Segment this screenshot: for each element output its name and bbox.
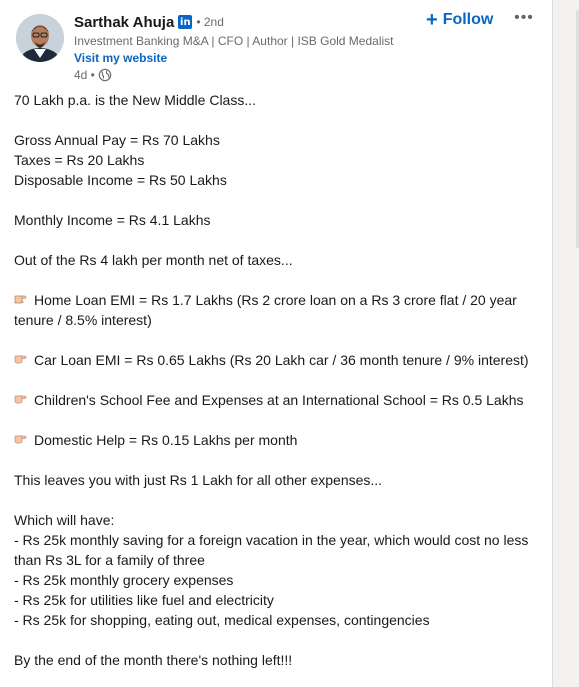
actor-info — [74, 12, 394, 83]
post-line: than Rs 3L for a family of three — [14, 552, 205, 568]
author-headline: Investment Banking M&A | CFO | Author | ISB Gold Medalist — [74, 34, 394, 48]
post-body — [14, 90, 534, 670]
post-line: This leaves you with just Rs 1 Lakh for all other expenses... — [14, 472, 383, 488]
post-line: Disposable Income = Rs 50 Lakhs — [14, 172, 227, 188]
post-line: Taxes = Rs 20 Lakhs — [14, 152, 145, 168]
post-line: - Rs 25k for utilities like fuel and electricity — [14, 592, 274, 608]
post-line — [14, 430, 534, 450]
avatar[interactable] — [16, 14, 64, 62]
post-line-text: Domestic Help = Rs 0.15 Lakhs per month — [34, 432, 298, 448]
follow-label: Follow — [442, 11, 494, 28]
post-line: 70 Lakh p.a. is the New Middle Class... — [14, 92, 257, 108]
post-line: Monthly Income = Rs 4.1 Lakhs — [14, 212, 211, 228]
pointing-hand-icon — [14, 290, 34, 310]
ellipsis-icon[interactable]: ••• — [514, 9, 534, 26]
post-line — [14, 350, 534, 370]
post-line: - Rs 25k for shopping, eating out, medical expenses, contingencies — [14, 612, 430, 628]
post-time: 4d • — [74, 68, 95, 82]
connection-degree: • 2nd — [196, 15, 224, 29]
avatar-image — [16, 14, 64, 62]
post-line-text: Children's School Fee and Expenses at an International School = Rs 0.5 Lakhs — [34, 392, 524, 408]
post-line — [14, 290, 534, 310]
pointing-hand-icon — [14, 430, 34, 450]
post-line: Gross Annual Pay = Rs 70 Lakhs — [14, 132, 220, 148]
follow-button[interactable] — [426, 10, 493, 30]
post-line: By the end of the month there's nothing left!!! — [14, 652, 293, 668]
post-line: tenure / 8.5% interest) — [14, 312, 152, 328]
name-line — [74, 12, 394, 32]
post-line: - Rs 25k monthly grocery expenses — [14, 572, 234, 588]
post-line — [14, 390, 534, 410]
visit-website-link[interactable]: Visit my website — [74, 51, 168, 65]
post-meta — [74, 67, 394, 83]
pointing-hand-icon — [14, 390, 34, 410]
plus-icon: + — [426, 9, 438, 31]
post-line: Out of the Rs 4 lakh per month net of taxes... — [14, 252, 293, 268]
post-line-text: Home Loan EMI = Rs 1.7 Lakhs (Rs 2 crore loan on a Rs 3 crore flat / 20 year — [34, 292, 517, 308]
post-line: - Rs 25k monthly saving for a foreign vacation in the year, which would cost no less — [14, 532, 529, 548]
globe-icon — [98, 68, 112, 82]
pointing-hand-icon — [14, 350, 34, 370]
post-line: Which will have: — [14, 512, 115, 528]
linkedin-badge-icon: in — [180, 16, 191, 28]
author-name[interactable]: Sarthak Ahuja — [74, 13, 175, 31]
post-line-text: Car Loan EMI = Rs 0.65 Lakhs (Rs 20 Lakh car / 36 month tenure / 9% interest) — [34, 352, 529, 368]
